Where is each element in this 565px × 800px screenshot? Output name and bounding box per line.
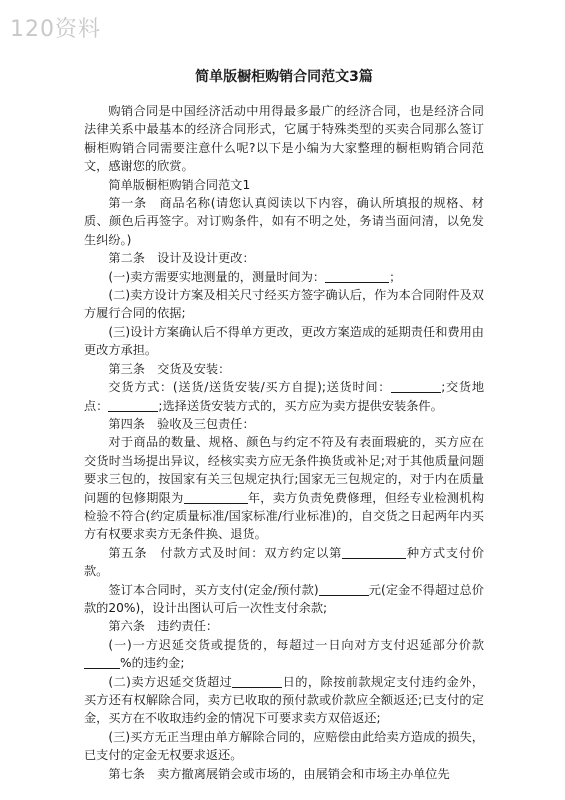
article-2-item-1: (一)卖方需要实地测量的，测量时间为： ； — [108, 269, 402, 284]
article-6-item-1: (一)一方迟延交货或提货的，每超过一日向对方支付迟延部分价款%的违约金; — [84, 636, 484, 673]
blank-field — [325, 270, 389, 283]
article-7: 第七条 卖方撤离展销会或市场的，由展销会和市场主办单位先 — [108, 766, 450, 781]
watermark: 120资料 — [10, 17, 101, 42]
document-title: 简单版橱柜购销合同范文3篇 — [195, 69, 373, 85]
article-2-item-3: (三)设计方案确认后不得单方更改，更改方案造成的延期责任和费用由更改方承担。 — [84, 324, 484, 358]
article-5-payment: 签订本合同时，买方支付(定金/预付款) 元(定金不得超过总价款的20%)，设计出图认可后一次性支付余款; — [84, 582, 484, 615]
intro-paragraph: 购销合同是中国经济活动中用得最多最广的经济合同，也是经济合同法律关系中最基本的经济合同形式，它属于特殊类型的买卖合同那么签订橱柜购销合同需要注意什么呢?以下是小编为大家整理的橱柜购销合同范文，感谢您的欣赏。 — [84, 104, 484, 174]
article-4-heading: 第四条 验收及三包责任： — [108, 416, 255, 431]
article-2-heading: 第二条 设计及设计更改： — [108, 251, 255, 266]
blank-field — [342, 546, 406, 559]
blank-field — [232, 675, 282, 688]
article-6-item-3: (三)买方无正当理由单方解除合同的，应赔偿由此给卖方造成的损失，已支付的定金无权要求返还。 — [84, 729, 484, 763]
article-6-heading: 第六条 违约责任： — [108, 619, 219, 634]
article-2-item-2: (二)卖方设计方案及相关尺寸经买方签字确认后，作为本合同附件及双方履行合同的依据; — [84, 288, 484, 321]
blank-field — [184, 491, 248, 504]
article-3-heading: 第三条 交货及安装： — [108, 361, 231, 376]
article-1: 第一条 商品名称(请您认真阅读以下内容，确认所填报的规格、材质、颜色后再签字。对订购条件，如有不明之处，务请当面问清，以免发生纠纷。) — [84, 196, 484, 247]
blank-field — [108, 399, 158, 412]
article-6-item-2: (二)卖方迟延交货超过 日的，除按前款规定支付违约金外，买方还有权解除合同，卖方已收取的预付款或价款应全额返还;已支付的定金，买方在不收取违约金的情况下可要求卖方双倍返还; — [84, 674, 485, 726]
blank-field — [84, 656, 120, 669]
subtitle: 简单版橱柜购销合同范文1 — [108, 177, 251, 192]
blank-field — [391, 380, 441, 393]
article-3-delivery: 交货方式：(送货/送货安装/买方自提);送货时间： ;交货地点： ;选择送货安装方式的，买方应为卖方提供安装条件。 — [84, 380, 485, 413]
blank-field — [319, 583, 369, 596]
document-page — [84, 68, 484, 783]
article-4-body: 对于商品的数量、规格、颜色与约定不符及有表面瑕疵的，买方应在交货时当场提出异议，经核实卖方应无条件换货或补足;对于其他质量问题要求三包的，按国家有关三包规定执行;国家无三包规定的，对于内在质量问题的包修期限为 年，卖方负责免费修理，但经专业检测机构检验不符合(约定质量标准/国家标准/行业标准)的，自交货之日起两年内买方有权要求卖方无条件换、退货。 — [84, 435, 485, 542]
article-5: 第五条 付款方式及时间：双方约定以第 种方式支付价款。 — [84, 545, 485, 579]
